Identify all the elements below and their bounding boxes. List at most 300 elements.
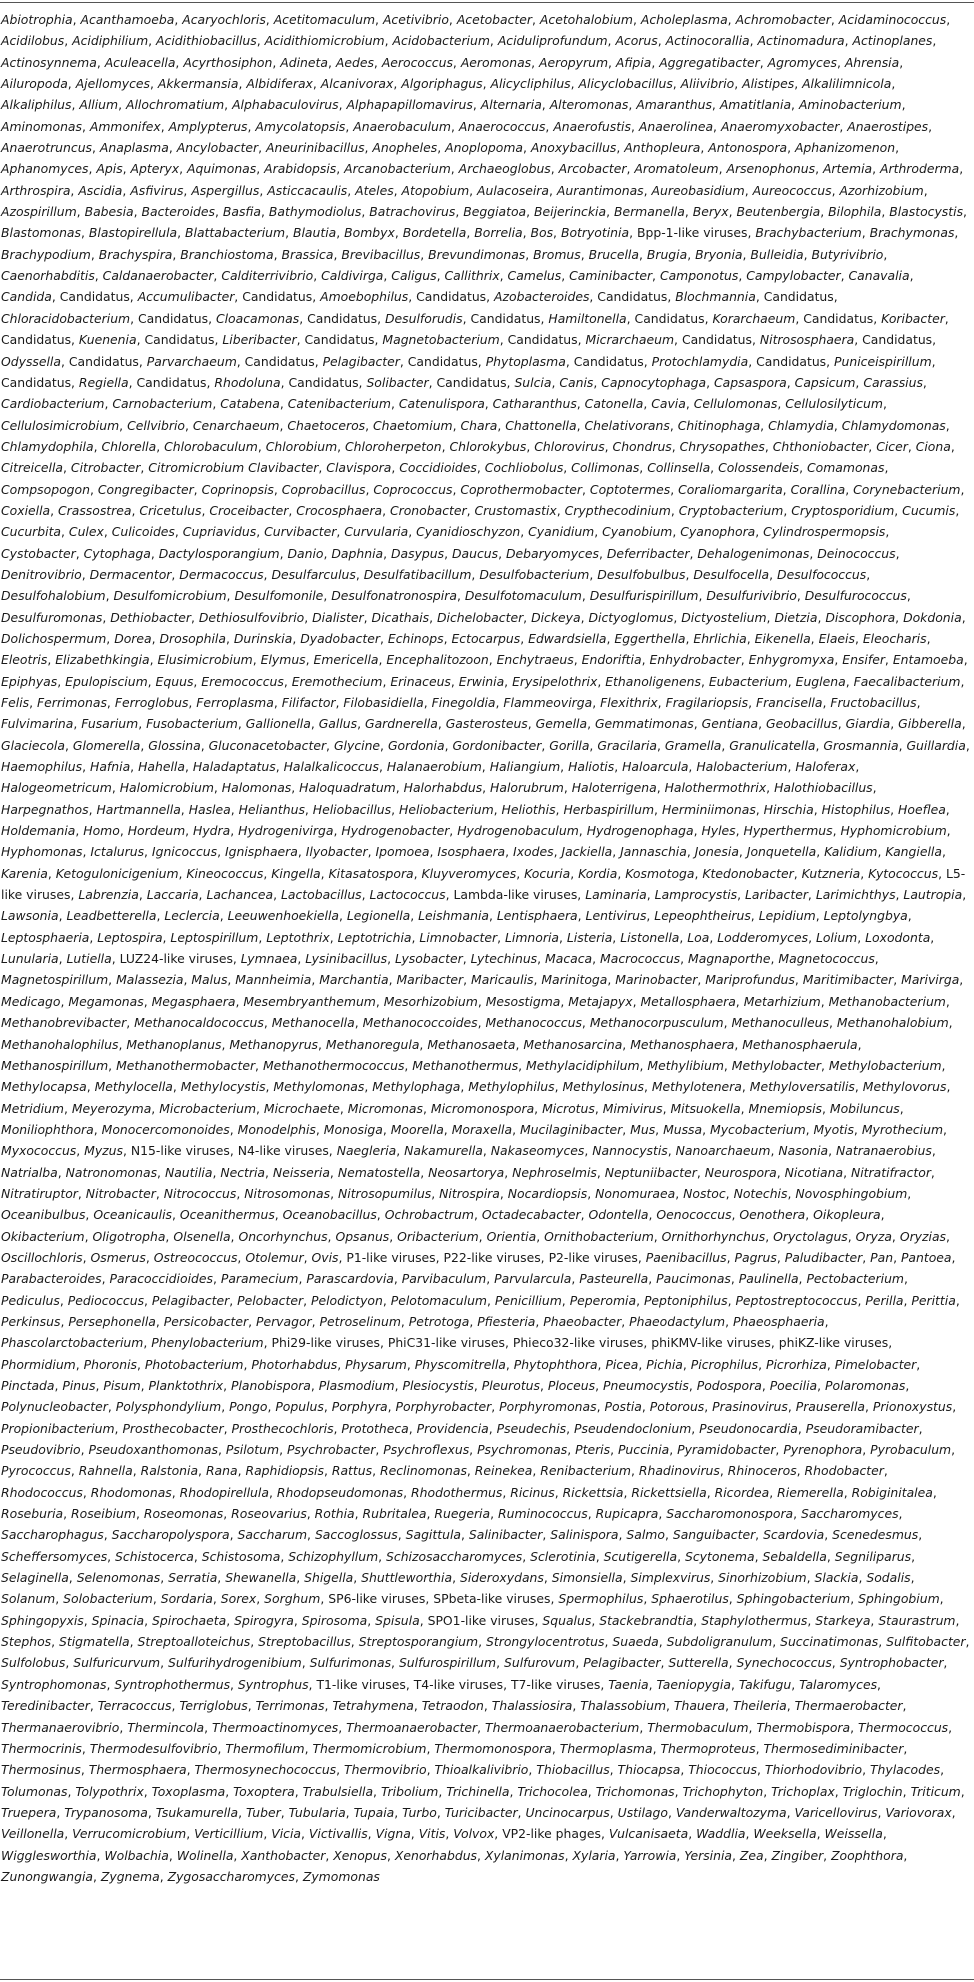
taxon-name: Nostoc	[683, 1185, 726, 1201]
taxon-name: Persephonella	[68, 1313, 156, 1329]
taxon-name: Thalassiosira	[491, 1698, 573, 1714]
taxon-name: Harpegnathos	[1, 801, 89, 817]
taxon-name: Sorghum	[264, 1591, 321, 1607]
taxon-name: Glossina	[148, 737, 201, 753]
taxon-name: Karenia	[1, 865, 48, 881]
taxon-name: Wolinella	[176, 1847, 234, 1863]
taxon-name: Scytonema	[684, 1548, 755, 1564]
taxon-name: Weeksella	[753, 1826, 817, 1842]
taxon-name: Alkalilimnicola	[802, 76, 892, 92]
taxon-name: Haemophilus	[1, 759, 83, 775]
taxon-name: Acidobacterium	[392, 33, 490, 49]
taxon-name: Arcobacter	[558, 161, 627, 177]
taxon-name: Polysphondylium	[115, 1399, 222, 1415]
taxon-name: Cenarchaeum	[192, 417, 280, 433]
taxon-name: Mus	[630, 1121, 656, 1137]
taxon-name: Spermophilus	[558, 1591, 644, 1607]
taxon-name: Trypanosoma	[64, 1804, 148, 1820]
taxon-name: Acanthamoeba	[80, 12, 175, 27]
taxon-name: Paulinella	[738, 1271, 799, 1287]
taxon-name: Pyrenophora	[783, 1442, 863, 1458]
taxon-name-upright: Candidatus	[436, 374, 507, 390]
taxon-name: Nocardiopsis	[507, 1185, 588, 1201]
taxon-name: Chlamydomonas	[841, 417, 946, 433]
taxon-name: Leptosphaeria	[1, 929, 90, 945]
taxon-name: Anthopleura	[624, 140, 701, 156]
taxon-name: Nannocystis	[592, 1143, 668, 1159]
taxon-name: Glomerella	[72, 737, 141, 753]
taxon-name: Methylibium	[647, 1057, 724, 1073]
taxon-name: Persicobacter	[163, 1313, 249, 1329]
taxon-name: Listonella	[620, 929, 680, 945]
taxon-name: Hyperthermus	[743, 823, 833, 839]
taxon-name: Gordonibacter	[452, 737, 542, 753]
taxon-name: Lamprocystis	[654, 887, 738, 903]
taxon-name: Sorex	[220, 1591, 257, 1607]
taxon-name: Teredinibacter	[1, 1698, 90, 1714]
taxon-name: Halothermothrix	[664, 780, 767, 796]
taxon-name: Alicycliphilus	[490, 76, 571, 92]
taxon-name: Pyrococcus	[1, 1463, 71, 1479]
taxon-name: Dickeya	[531, 609, 581, 625]
taxon-name: Alicyclobacillus	[578, 76, 673, 92]
taxon-name: Anoplopoma	[445, 140, 524, 156]
taxon-name: Basfia	[222, 204, 262, 220]
taxon-name: Prauserella	[795, 1399, 866, 1415]
taxon-name: Tetraodon	[421, 1698, 484, 1714]
taxon-name: Methylocystis	[180, 1079, 266, 1095]
taxon-name: Arsenophonus	[726, 161, 816, 177]
taxon-name: Guillardia	[906, 737, 966, 753]
taxon-name: Metajapyx	[568, 993, 633, 1009]
taxon-name: Alphapapillomavirus	[346, 97, 473, 113]
taxon-name: Coprococcus	[373, 481, 453, 497]
taxon-name: Marivirga	[901, 972, 960, 988]
taxon-name: Oenothera	[739, 1207, 806, 1223]
taxon-name: Megamonas	[68, 993, 144, 1009]
taxon-name: Propionibacterium	[1, 1420, 115, 1436]
taxon-name: Picrophilus	[690, 1356, 759, 1372]
taxon-name: Chara	[460, 417, 498, 433]
taxon-name: Fructobacillus	[830, 695, 917, 710]
taxon-name: Haslea	[188, 801, 231, 817]
taxon-name: Parascardovia	[306, 1271, 394, 1287]
taxon-name: Methanosphaera	[630, 1036, 735, 1052]
taxon-name: Methanothermococcus	[262, 1057, 405, 1073]
taxon-name: Holdemania	[1, 823, 76, 839]
taxon-name: Methanoculleus	[731, 1015, 829, 1031]
taxon-name: Camelus	[507, 268, 562, 284]
taxon-name: Rhodopseudomonas	[276, 1484, 404, 1500]
taxon-name: Sinorhizobium	[718, 1570, 807, 1586]
taxon-name: Pichia	[646, 1356, 683, 1372]
taxon-name: Coxiella	[1, 502, 51, 518]
taxon-name: Allium	[79, 97, 119, 113]
taxon-name: Liberibacter	[222, 332, 297, 348]
taxon-name: Mnemiopsis	[748, 1100, 823, 1116]
taxon-name: Rothia	[314, 1506, 355, 1522]
taxon-name-upright: Candidatus	[862, 332, 933, 348]
taxon-name-upright: Candidatus	[288, 374, 359, 390]
taxon-name: Aphanomyces	[1, 161, 89, 177]
taxon-name: Maribacter	[396, 972, 464, 988]
taxon-name: Reclinomonas	[379, 1463, 467, 1479]
taxon-name: Schizophyllum	[288, 1548, 379, 1564]
taxon-name: Campylobacter	[746, 268, 841, 284]
taxon-name: Halalkalicoccus	[283, 759, 379, 775]
taxon-name: Felis	[1, 695, 30, 710]
taxon-name: Ilyobacter	[305, 844, 368, 860]
taxon-name: Helianthus	[238, 801, 305, 817]
taxon-name: Physarum	[345, 1356, 407, 1372]
taxon-name-upright: Candidatus	[68, 353, 139, 369]
taxon-name: Chitinophaga	[677, 417, 761, 433]
taxon-name: Chrysopathes	[679, 438, 765, 454]
taxon-name: Talaromyces	[799, 1676, 878, 1692]
taxon-name: Dethiobacter	[110, 609, 191, 625]
taxon-name: Naegleria	[336, 1143, 397, 1159]
taxon-name: Cyanidium	[528, 524, 595, 540]
taxon-name: Poecilia	[769, 1378, 818, 1393]
taxon-name: Ferrimonas	[36, 695, 107, 710]
taxon-name: Mesostigma	[485, 993, 561, 1009]
taxon-name: Aggregatibacter	[659, 54, 760, 70]
taxon-name: Picea	[605, 1356, 639, 1372]
taxon-name: Francisella	[755, 695, 823, 710]
taxon-name: Histophilus	[821, 801, 891, 817]
taxon-name: Pinus	[62, 1378, 96, 1393]
taxon-name-upright: T4-like viruses	[413, 1676, 504, 1692]
taxon-name: Shigella	[304, 1570, 354, 1586]
taxon-name: Lytechinus	[470, 951, 538, 967]
taxon-name: Meyerozyma	[71, 1100, 152, 1116]
taxon-name: Methylosinus	[562, 1079, 644, 1095]
taxon-name: Phaeosphaeria	[732, 1313, 825, 1329]
taxon-name: Enhydrobacter	[649, 652, 741, 668]
taxon-name: Wigglesworthia	[1, 1847, 97, 1863]
taxon-name-upright: Candidatus	[507, 332, 578, 348]
taxon-name: Pagrus	[734, 1249, 777, 1265]
taxon-name-upright: Candidatus	[304, 332, 375, 348]
taxon-name: Alistipes	[742, 76, 795, 92]
taxon-name: Phoronis	[83, 1356, 137, 1372]
taxon-name: Hydrogenobaculum	[457, 823, 579, 839]
taxon-name-upright: T7-like viruses	[510, 1676, 601, 1692]
taxon-name: Gentiana	[701, 716, 759, 732]
taxon-name: Anaerotruncus	[1, 140, 92, 156]
taxon-name: Geobacillus	[765, 716, 838, 732]
taxon-name: Scardovia	[763, 1527, 825, 1543]
taxon-name: Aeromonas	[460, 54, 532, 70]
taxon-name: Thermosediminibacter	[763, 1740, 904, 1756]
taxon-name: Kuenenia	[78, 332, 137, 348]
taxon-name: Dethiosulfovibrio	[198, 609, 305, 625]
taxon-name: Sulfurimonas	[309, 1655, 392, 1671]
taxon-name: Anoxybacillus	[530, 140, 617, 156]
taxon-name: Ahrensia	[844, 54, 900, 70]
taxon-name: Phytophthora	[513, 1356, 598, 1372]
taxon-name: Amaranthus	[636, 97, 712, 113]
taxon-name: Toxoplasma	[151, 1783, 226, 1799]
taxon-name: Neptuniibacter	[604, 1164, 697, 1180]
taxon-name: Haloferax	[795, 759, 856, 775]
taxon-name: Listeria	[566, 929, 613, 945]
taxon-name: Thermobispora	[756, 1719, 851, 1735]
taxon-name: Chondrus	[612, 438, 672, 454]
taxon-name: Streptobacillus	[258, 1634, 351, 1650]
top-rule	[0, 2, 974, 3]
taxon-name: Sulfolobus	[1, 1655, 66, 1671]
taxon-name: Culex	[68, 524, 104, 540]
taxon-name: Plasmodium	[318, 1378, 395, 1393]
taxon-name: Reinekea	[474, 1463, 533, 1479]
taxon-name: Magnetobacterium	[382, 332, 500, 348]
taxon-name: Kangiella	[885, 844, 942, 860]
taxon-name: Drosophila	[159, 630, 226, 646]
taxon-name: Opsanus	[335, 1228, 390, 1244]
taxon-name: Zunongwangia	[1, 1868, 93, 1884]
taxon-name: Marinobacter	[615, 972, 698, 988]
taxon-name: Crocosphaera	[296, 502, 383, 518]
taxon-name-upright: phiKMV-like viruses	[651, 1335, 771, 1351]
taxon-name: Anaplasma	[99, 140, 169, 156]
taxon-name: Tetrahymena	[332, 1698, 414, 1714]
taxon-name: Acidilobus	[1, 33, 65, 49]
taxon-name: Thermanaerovibrio	[1, 1719, 120, 1735]
taxon-name-upright: Candidatus	[416, 289, 487, 305]
taxon-name: Notechis	[733, 1185, 788, 1201]
taxon-name: Syntrophothermus	[114, 1676, 231, 1692]
taxon-name: Haliangium	[489, 759, 561, 775]
taxon-name: Antonospora	[708, 140, 788, 156]
taxon-name: Phytoplasma	[485, 353, 566, 369]
taxon-name: Pseudoramibacter	[805, 1420, 919, 1436]
taxon-name: Heliobacterium	[399, 801, 494, 817]
taxon-name: Staphylothermus	[701, 1612, 808, 1628]
taxon-name: Ketogulonicigenium	[55, 865, 179, 881]
taxon-name: Pelagibacter	[583, 1655, 661, 1671]
taxon-name: Pleurotus	[481, 1378, 540, 1393]
taxon-name: Clavispora	[326, 460, 392, 476]
taxon-name: Arcanobacterium	[344, 161, 451, 177]
taxon-name: Calditerrivibrio	[221, 268, 314, 284]
taxon-name: Eleocharis	[862, 630, 927, 646]
taxon-name: Chloracidobacterium	[1, 310, 131, 326]
taxon-name: Peperomia	[569, 1292, 637, 1308]
taxon-name: Beijerinckia	[534, 204, 607, 220]
taxon-name: Elaeis	[818, 630, 855, 646]
taxon-name: Endoriftia	[581, 652, 642, 668]
taxon-name: Picrorhiza	[766, 1356, 827, 1372]
taxon-name: Porphyra	[331, 1399, 388, 1415]
taxon-name: Methanohalophilus	[1, 1036, 119, 1052]
taxon-name: Mobiluncus	[829, 1100, 900, 1116]
taxon-name: Zymomonas	[302, 1868, 380, 1884]
taxon-name: Sordaria	[160, 1591, 213, 1607]
taxon-name: Volvox	[453, 1826, 495, 1842]
taxon-name: Brugia	[646, 246, 688, 262]
taxon-name: Ricinus	[510, 1484, 555, 1500]
taxon-name: Brachyspira	[98, 246, 173, 262]
taxon-name: Algoriphagus	[401, 76, 483, 92]
taxon-name: Rhodothermus	[411, 1484, 503, 1500]
taxon-name: Methylophaga	[372, 1079, 461, 1095]
taxon-name: Neurospora	[704, 1164, 777, 1180]
taxon-name: Squalus	[542, 1612, 592, 1628]
taxon-name: Methanopyrus	[229, 1036, 318, 1052]
taxon-name: Methanocella	[271, 1015, 355, 1031]
taxon-name: Halobacterium	[696, 759, 788, 775]
taxon-name: Yersinia	[684, 1847, 732, 1863]
taxon-name: Rhodoluna	[214, 374, 281, 390]
taxon-name: Leptospirillum	[170, 929, 259, 945]
taxon-name: Petrotoga	[408, 1313, 470, 1329]
taxon-name: Verticillium	[194, 1826, 264, 1842]
taxon-name: Odyssella	[1, 353, 61, 369]
taxon-name: Vulcanisaeta	[608, 1826, 689, 1842]
taxon-name: Vanderwaltozyma	[675, 1804, 787, 1820]
taxon-name: Limnobacter	[419, 929, 498, 945]
taxon-name: Puniceispirillum	[834, 353, 932, 369]
taxon-name: Giardia	[845, 716, 891, 732]
taxon-name: Desulfomicrobium	[113, 588, 227, 604]
taxon-name: Saccharopolyspora	[111, 1527, 230, 1543]
taxon-name: Loa	[687, 929, 710, 945]
taxon-name: Halogeometricum	[1, 780, 112, 796]
taxon-name: Corynebacterium	[853, 481, 961, 497]
taxon-name: Nasonia	[778, 1143, 829, 1159]
taxon-name: Granulicatella	[729, 737, 816, 753]
taxon-name: Citromicrobium Clavibacter	[148, 460, 319, 476]
taxon-name: Chlorovirus	[534, 438, 605, 454]
taxon-name: Hamiltonella	[548, 310, 627, 326]
taxon-name: Photobacterium	[144, 1356, 244, 1372]
taxon-name: Pseudoxanthomonas	[88, 1442, 218, 1458]
taxon-name: Carnobacterium	[112, 396, 213, 412]
taxon-name-upright: Candidatus	[470, 310, 541, 326]
taxon-name: Natranaerobius	[836, 1143, 932, 1159]
taxon-name: Crypthecodinium	[564, 502, 671, 518]
taxon-name: Amplypterus	[168, 118, 248, 134]
taxon-name: Nitratifractor	[850, 1164, 931, 1180]
taxon-name: Roseomonas	[143, 1506, 224, 1522]
taxon-name: Pseudonocardia	[699, 1420, 798, 1436]
taxon-name: Kocuria	[524, 865, 571, 881]
taxon-name: Amatitlania	[719, 97, 792, 113]
taxon-name: Jonquetella	[746, 844, 817, 860]
taxon-name: Methanosphaerula	[742, 1036, 858, 1052]
taxon-name: Oscillochloris	[1, 1249, 83, 1265]
taxon-name: Glycine	[333, 737, 381, 753]
taxon-name: Catenulispora	[398, 396, 485, 412]
taxon-name: Desulfonatronospira	[331, 588, 457, 604]
taxon-name: Amycolatopsis	[255, 118, 346, 134]
taxon-name: Oenococcus	[656, 1207, 732, 1223]
taxon-name: Magnaporthe	[688, 951, 771, 967]
taxon-name: Elizabethkingia	[55, 652, 150, 668]
taxon-name: Rickettsia	[562, 1484, 624, 1500]
taxon-name: Artemia	[822, 161, 873, 177]
taxon-name: Nanoarchaeum	[675, 1143, 771, 1159]
taxon-name: Heliobacillus	[312, 801, 392, 817]
taxon-name: Aphanizomenon	[794, 140, 896, 156]
taxon-name: Ehrlichia	[693, 630, 747, 646]
taxon-name: Prototheca	[341, 1420, 409, 1436]
taxon-name: Acidiphilium	[72, 33, 149, 49]
taxon-name: Aedes	[335, 54, 374, 70]
taxon-name: Mucilaginibacter	[519, 1121, 623, 1137]
taxon-name: Tupaia	[353, 1804, 395, 1820]
taxon-name: Jonesia	[694, 844, 739, 860]
taxon-name: Cupriavidus	[182, 524, 257, 540]
taxon-name: Haloquadratum	[299, 780, 396, 796]
taxon-name: Gorilla	[549, 737, 590, 753]
taxon-name: Populus	[275, 1399, 324, 1415]
taxon-name: Spirochaeta	[152, 1612, 227, 1628]
taxon-name: Elymus	[260, 652, 306, 668]
taxon-name: Aminomonas	[1, 118, 82, 134]
taxon-name: Theileria	[733, 1698, 787, 1714]
taxon-name: Oligotropha	[92, 1228, 166, 1244]
taxon-name: Enhygromyxa	[748, 652, 835, 668]
taxon-name: Leptolyngbya	[823, 908, 908, 924]
taxon-name: Asticcacaulis	[267, 182, 348, 198]
taxon-name: Metallosphaera	[640, 993, 736, 1009]
taxon-name: Desulfurococcus	[804, 588, 907, 604]
taxon-name: Neisseria	[272, 1164, 330, 1180]
taxon-name: Laribacter	[745, 887, 808, 903]
taxon-name: Nautilia	[164, 1164, 213, 1180]
taxon-name: Desulfuromonas	[1, 609, 103, 625]
taxon-name: Epiphyas	[1, 673, 58, 689]
taxon-name: Neosartorya	[428, 1164, 505, 1180]
taxon-name: Thermomonospora	[434, 1740, 552, 1756]
taxon-name: Vigna	[375, 1826, 411, 1842]
taxon-name: Haloterrigena	[571, 780, 657, 796]
taxon-name: Corallina	[790, 481, 846, 497]
taxon-name: Caldanaerobacter	[102, 268, 214, 284]
taxon-name: Prasinovirus	[712, 1399, 788, 1415]
taxon-name: Saccharomonospora	[666, 1506, 794, 1522]
taxon-name: Ixodes	[513, 844, 554, 860]
taxon-name: Aurantimonas	[556, 182, 644, 198]
taxon-name: Gramella	[664, 737, 722, 753]
taxon-name: Dyadobacter	[300, 630, 380, 646]
taxon-name: Lepeophtheirus	[654, 908, 751, 924]
taxon-name: Alphabaculovirus	[232, 97, 339, 113]
taxon-name: Triticum	[910, 1783, 961, 1799]
taxon-name: Myxococcus	[1, 1143, 77, 1159]
taxon-name: Photorhabdus	[251, 1356, 338, 1372]
taxa-list: Abiotrophia, Acanthamoeba, Acaryochloris, Acetitomaculum, Acetivibrio, Acetobacter, Acetohalobium, Acholeplasma, Achromobacter, Acidaminococcus, Acidilobus, Acidiphilium, Acidithiobacillus, Acidithiomicrobium, Acidobacterium, Aciduliprofundum, Acorus, Actinocorallia, Actinomadura, Actinoplanes, Actinosynnema, Aculeacella, Acyrthosiphon, Adineta, Aedes, Aerococcus, Aeromonas, Aeropyrum, Afipia, Aggregatibacter, Agromyces, Ahrensia, Ailuropoda, Ajellomyces, Akkermansia, Albidiferax, Alcanivorax, Algoriphagus, Alicycliphilus, Alicyclobacillus, Aliivibrio, Alistipes, Alkalilimnicola, Alkaliphilus, Allium, Allochromatium, Alphabaculovirus, Alphapapillomavirus, Alternaria, Alteromonas, Amaranthus, Amatitlania, Aminobacterium, Aminomonas, Ammonifex, Amplypterus, Amycolatopsis, Anaerobaculum, Anaerococcus, Anaerofustis, Anaerolinea, Anaeromyxobacter, Anaerostipes, Anaerotruncus, Anaplasma, Ancylobacter, Aneurinibacillus, Anopheles, Anoplopoma, Anoxybacillus, Anthopleura, Antonospora, Aphanizomenon, Aphanomyces, Apis, Apteryx, Aquimonas, Arabidopsis, Arcanobacterium, Archaeoglobus, Arcobacter, Aromatoleum, Arsenophonus, Artemia, Arthroderma, Arthrospira, Ascidia, Asfivirus, Aspergillus, Asticcacaulis, Ateles, Atopobium, Aulacoseira, Aurantimonas, Aureobasidium, Aureococcus, Azorhizobium, Azospirillum, Babesia, Bacteroides, Basfia, Bathymodiolus, Batrachovirus, Beggiatoa, Beijerinckia, Bermanella, Beryx, Beutenbergia, Bilophila, Blastocystis, Blastomonas, Blastopirellula, Blattabacterium, Blautia, Bombyx, Bordetella, Borrelia, Bos, Botryotinia, Bpp-1-like viruses, Brachybacterium, Brachymonas, Brachypodium, Brachyspira, Branchiostoma, Brassica, Brevibacillus, Brevundimonas, Bromus, Brucella, Brugia, Bryonia, Bulleidia, Butyrivibrio, Caenorhabditis, Caldanaerobacter, Calditerrivibrio, Caldivirga, Caligus, Callithrix, Camelus, Caminibacter, Camponotus, Campylobacter, Canavalia, Candida, Candidatus, Accumulibacter, Candidatus, Amoebophilus, Candidatus, Azobacteroides, Candidatus, Blochmannia, Candidatus, Chloracidobacterium, Candidatus, Cloacamonas, Candidatus, Desulforudis, Candidatus, Hamiltonella, Candidatus, Korarchaeum, Candidatus, Koribacter, Candidatus, Kuenenia, Candidatus, Liberibacter, Candidatus, Magnetobacterium, Candidatus, Micrarchaeum, Candidatus, Nitrososphaera, Candidatus, Odyssella, Candidatus, Parvarchaeum, Candidatus, Pelagibacter, Candidatus, Phytoplasma, Candidatus, Protochlamydia, Candidatus, Puniceispirillum, Candidatus, Regiella, Candidatus, Rhodoluna, Candidatus, Solibacter, Candidatus, Sulcia, Canis, Capnocytophaga, Capsaspora, Capsicum, Carassius, Cardiobacterium, Carnobacterium, Catabena, Catenibacterium, Catenulispora, Catharanthus, Catonella, Cavia, Cellulomonas, Cellulosilyticum, Cellulosimicrobium, Cellvibrio, Cenarchaeum, Chaetoceros, Chaetomium, Chara, Chattonella, Chelativorans, Chitinophaga, Chlamydia, Chlamydomonas, Chlamydophila, Chlorella, Chlorobaculum, Chlorobium, Chloroherpeton, Chlorokybus, Chlorovirus, Chondrus, Chrysopathes, Chthoniobacter, Cicer, Ciona, Citreicella, Citrobacter, Citromicrobium Clavibacter, Clavispora, Coccidioides, Cochliobolus, Collimonas, Collinsella, Colossendeis, Comamonas, Compsopogon, Congregibacter, Coprinopsis, Coprobacillus, Coprococcus, Coprothermobacter, Coptotermes, Coraliomargarita, Corallina, Corynebacterium, Coxiella, Crassostrea, Cricetulus, Croceibacter, Crocosphaera, Cronobacter, Crustomastix, Crypthecodinium, Cryptobacterium, Cryptosporidium, Cucumis, Cucurbita, Culex, Culicoides, Cupriavidus, Curvibacter, Curvularia, Cyanidioschyzon, Cyanidium, Cyanobium, Cyanophora, Cylindrospermopsis, Cystobacter, Cytophaga, Dactylosporangium, Danio, Daphnia, Dasypus, Daucus, Debaryomyces, Deferribacter, Dehalogenimonas, Deinococcus, Denitrovibrio, Dermacentor, Dermacoccus, Desulfarculus, Desulfatibacillum, Desulfobacterium, Desulfobulbus, Desulfocella, Desulfococcus, Desulfohalobium, Desulfomicrobium, Desulfomonile, Desulfonatronospira, Desulfotomaculum, Desulfurispirillum, Desulfurivibrio, Desulfurococcus, Desulfuromonas, Dethiobacter, Dethiosulfovibrio, Dialister, Dicathais, Dichelobacter, Dickeya, Dictyoglomus, Dictyostelium, Dietzia, Discophora, Dokdonia, Dolichospermum, Dorea, Drosophila, Durinskia, Dyadobacter, Echinops, Ectocarpus, Edwardsiella, Eggerthella, Ehrlichia, Eikenella, Elaeis, Eleocharis, Eleotris, Elizabethkingia, Elusimicrobium, Elymus, Emericella, Encephalitozoon, Enchytraeus, Endoriftia, Enhydrobacter, Enhygromyxa, Ensifer, Entamoeba, Epiphyas, Epulopiscium, Equus, Eremococcus, Eremothecium, Erinaceus, Erwinia, Erysipelothrix, Ethanoligenens, Eubacterium, Euglena, Faecalibacterium, Felis, Ferrimonas, Ferroglobus, Ferroplasma, Filifactor, Filobasidiella, Finegoldia, Flammeovirga, Flexithrix, Fragilariopsis, Francisella, Fructobacillus, Fulvimarina, Fusarium, Fusobacterium, Gallionella, Gallus, Gardnerella, Gasterosteus, Gemella, Gemmatimonas, Gentiana, Geobacillus, Giardia, Gibberella, Glaciecola, Glomerella, Glossina, Gluconacetobacter, Glycine, Gordonia, Gordonibacter, Gorilla, Gracilaria, Gramella, Granulicatella, Grosmannia, Guillardia, Haemophilus, Hafnia, Hahella, Haladaptatus, Halalkalicoccus, Halanaerobium, Haliangium, Haliotis, Haloarcula, Halobacterium, Haloferax, Halogeometricum, Halomicrobium, Halomonas, Haloquadratum, Halorhabdus, Halorubrum, Haloterrigena, Halothermothrix, Halothiobacillus, Harpegnathos, Hartmannella, Haslea, Helianthus, Heliobacillus, Heliobacterium, Heliothis, Herbaspirillum, Herminiimonas, Hirschia, Histophilus, Hoeflea, Holdemania, Homo, Hordeum, Hydra, Hydrogenivirga, Hydrogenobacter, Hydrogenobaculum, Hydrogenophaga, Hyles, Hyperthermus, Hyphomicrobium, Hyphomonas, Ictalurus, Ignicoccus, Ignisphaera, Ilyobacter, Ipomoea, Isosphaera, Ixodes, Jackiella, Jannaschia, Jonesia, Jonquetella, Kalidium, Kangiella, Karenia, Ketogulonicigenium, Kineococcus, Kingella, Kitasatospora, Kluyveromyces, Kocuria, Kordia, Kosmotoga, Ktedonobacter, Kutzneria, Kytococcus, L5-like viruses, Labrenzia, Laccaria, Lachancea, Lactobacillus, Lactococcus, Lambda-like viruses, Laminaria, Lamprocystis, Laribacter, Larimichthys, Lautropia, Lawsonia, Leadbetterella, Leclercia, Leeuwenhoekiella, Legionella, Leishmania, Lentisphaera, Lentivirus, Lepeophtheirus, Lepidium, Leptolyngbya, Leptosphaeria, Leptospira, Leptospirillum, Leptothrix, Leptotrichia, Limnobacter, Limnoria, Listeria, Listonella, Loa, Lodderomyces, Lolium, Loxodonta, Lunularia, Lutiella, LUZ24-like viruses, Lymnaea, Lysinibacillus, Lysobacter, Lytechinus, Macaca, Macrococcus, Magnaporthe, Magnetococcus, Magnetospirillum, Malassezia, Malus, Mannheimia, Marchantia, Maribacter, Maricaulis, Marinitoga, Marinobacter, Mariprofundus, Maritimibacter, Marivirga, Medicago, Megamonas, Megasphaera, Mesembryanthemum, Mesorhizobium, Mesostigma, Metajapyx, Metallosphaera, Metarhizium, Methanobacterium, Methanobrevibacter, Methanocaldococcus, Methanocella, Methanococcoides, Methanococcus, Methanocorpusculum, Methanoculleus, Methanohalobium, Methanohalophilus, Methanoplanus, Methanopyrus, Methanoregula, Methanosaeta, Methanosarcina, Methanosphaera, Methanosphaerula, Methanospirillum, Methanothermobacter, Methanothermococcus, Methanothermus, Methylacidiphilum, Methylibium, Methylobacter, Methylobacterium, Methylocapsa, Methylocella, Methylocystis, Methylomonas, Methylophaga, Methylophilus, Methylosinus, Methylotenera, Methyloversatilis, Methylovorus, Metridium, Meyerozyma, Microbacterium, Microchaete, Micromonas, Micromonospora, Microtus, Mimivirus, Mitsuokella, Mnemiopsis, Mobiluncus, Moniliophthora, Monocercomonoides, Monodelphis, Monosiga, Moorella, Moraxella, Mucilaginibacter, Mus, Mussa, Mycobacterium, Myotis, Myrothecium, Myxococcus, Myzus, N15-like viruses, N4-like viruses, Naegleria, Nakamurella, Nakaseomyces, Nannocystis, Nanoarchaeum, Nasonia, Natranaerobius, Natrialba, Natronomonas, Nautilia, Nectria, Neisseria, Nematostella, Neosartorya, Nephroselmis, Neptuniibacter, Neurospora, Nicotiana, Nitratifractor, Nitratiruptor, Nitrobacter, Nitrococcus, Nitrosomonas, Nitrosopumilus, Nitrospira, Nocardiopsis, Nonomuraea, Nostoc, Notechis, Novosphingobium, Oceanibulbus, Oceanicaulis, Oceanithermus, Oceanobacillus, Ochrobactrum, Octadecabacter, Odontella, Oenococcus, Oenothera, Oikopleura, Okibacterium, Oligotropha, Olsenella, Oncorhynchus, Opsanus, Oribacterium, Orientia, Ornithobacterium, Ornithorhynchus, Oryctolagus, Oryza, Oryzias, Oscillochloris, Osmerus, Ostreococcus, Otolemur, Ovis, P1-like viruses, P22-like viruses, P2-like viruses, Paenibacillus, Pagrus, Paludibacter, Pan, Pantoea, Parabacteroides, Paracoccidioides, Paramecium, Parascardovia, Parvibaculum, Parvularcula, Pasteurella, Paucimonas, Paulinella, Pectobacterium, Pediculus, Pediococcus, Pelagibacter, Pelobacter, Pelodictyon, Pelotomaculum, Penicillium, Peperomia, Peptoniphilus, Peptostreptococcus, Perilla, Perittia, Perkinsus, Persephonella, Persicobacter, Pervagor, Petroselinum, Petrotoga, Pfiesteria, Phaeobacter, Phaeodactylum, Phaeosphaeria, Phascolarctobacterium, Phenylobacterium, Phi29-like viruses, PhiC31-like viruses, Phieco32-like viruses, phiKMV-like viruses, phiKZ-like viruses, Phormidium, Phoronis, Photobacterium, Photorhabdus, Physarum, Physcomitrella, Phytophthora, Picea, Pichia, Picrophilus, Picrorhiza, Pimelobacter, Pinctada, Pinus, Pisum, Planktothrix, Planobispora, Plasmodium, Plesiocystis, Pleurotus, Ploceus, Pneumocystis, Podospora, Poecilia, Polaromonas, Polynucleobacter, Polysphondylium, Pongo, Populus, Porphyra, Porphyrobacter, Porphyromonas, Postia, Potorous, Prasinovirus, Prauserella, Prionoxystus, Propionibacterium, Prosthecobacter, Prosthecochloris, Prototheca, Providencia, Pseudechis, Pseudendoclonium, Pseudonocardia, Pseudoramibacter, Pseudovibrio, Pseudoxanthomonas, Psilotum, Psychrobacter, Psychroflexus, Psychromonas, Pteris, Puccinia, Pyramidobacter, Pyrenophora, Pyrobaculum, Pyrococcus, Rahnella, Ralstonia, Rana, Raphidiopsis, Rattus, Reclinomonas, Reinekea, Renibacterium, Rhadinovirus, Rhinoceros, Rhodobacter, Rhodococcus, Rhodomonas, Rhodopirellula, Rhodopseudomonas, Rhodothermus, Ricinus, Rickettsia, Rickettsiella, Ricordea, Riemerella, Robiginitalea, Roseburia, Roseibium, Roseomonas, Roseovarius, Rothia, Rubritalea, Ruegeria, Ruminococcus, Rupicapra, Saccharomonospora, Saccharomyces, Saccharophagus, Saccharopolyspora, Saccharum, Saccoglossus, Sagittula, Salinibacter, Salinispora, Salmo, Sanguibacter, Scardovia, Scenedesmus, Scheffersomyces, Schistocerca, Schistosoma, Schizophyllum, Schizosaccharomyces, Sclerotinia, Scutigerella, Scytonema, Sebaldella, Segniliparus, Selaginella, Selenomonas, Serratia, Shewanella, Shigella, Shuttleworthia, Sideroxydans, Simonsiella, Simplexvirus, Sinorhizobium, Slackia, Sodalis, Solanum, Solobacterium, Sordaria, Sorex, Sorghum, SP6-like viruses, SPbeta-like viruses, Spermophilus, Sphaerotilus, Sphingobacterium, Sphingobium, Sphingopyxis, Spinacia, Spirochaeta, Spirogyra, Spirosoma, Spisula, SPO1-like viruses, Squalus, Stackebrandtia, Staphylothermus, Starkeya, Staurastrum, Stephos, Stigmatella, Streptoalloteichus, Streptobacillus, Streptosporangium, Strongylocentrotus, Suaeda, Subdoligranulum, Succinatimonas, Sulfitobacter, Sulfolobus, Sulfuricurvum, Sulfurihydrogenibium, Sulfurimonas, Sulfurospirillum, Sulfurovum, Pelagibacter, Sutterella, Synechococcus, Syntrophobacter, Syntrophomonas, Syntrophothermus, Syntrophus, T1-like viruses, T4-like viruses, T7-like viruses, Taenia, Taeniopygia, Takifugu, Talaromyces, Teredinibacter, Terracoccus, Terriglobus, Terrimonas, Tetrahymena, Tetraodon, Thalassiosira, Thalassobium, Thauera, Theileria, Thermaerobacter, Thermanaerovibrio, Thermincola, Thermoactinomyces, Thermoanaerobacter, Thermoanaerobacterium, Thermobaculum, Thermobispora, Thermococcus, Thermocrinis, Thermodesulfovibrio, Thermofilum, Thermomicrobium, Thermomonospora, Thermoplasma, Thermoproteus, Thermosediminibacter, Thermosinus, Thermosphaera, Thermosynechococcus, Thermovibrio, Thioalkalivibrio, Thiobacillus, Thiocapsa, Thiococcus, Thiorhodovibrio, Thylacodes, Tolumonas, Tolypothrix, Toxoplasma, Toxoptera, Trabulsiella, Tribolium, Trichinella, Trichocolea, Trichomonas, Trichophyton, Trichoplax, Triglochin, Triticum, Truepera, Trypanosoma, Tsukamurella, Tuber, Tubularia, Tupaia, Turbo, Turicibacter, Uncinocarpus, Ustilago, Vanderwaltozyma, Varicellovirus, Variovorax, Veillonella, Verrucomicrobium, Verticillium, Vicia, Victivallis, Vigna, Vitis, Volvox, VP2-like phages, Vulcanisaeta, Waddlia, Weeksella, Weissella, Wigglesworthia, Wolbachia, Wolinella, Xanthobacter, Xenopus, Xenorhabdus, Xylanimonas, Xylaria, Yarrowia, Yersinia, Zea, Zingiber, Zoophthora, Zunongwangia, Zygnema, Zygosaccharomyces, Zymomonas	[1, 12, 970, 1884]
taxon-name: Cellvibrio	[127, 417, 185, 433]
taxon-name: Methanohalobium	[836, 1015, 949, 1031]
taxon-name: Turbo	[402, 1804, 437, 1820]
taxon-name: Ensifer	[842, 652, 885, 668]
taxon-name: Halorhabdus	[403, 780, 483, 796]
taxon-name: Paracoccidioides	[109, 1271, 213, 1287]
taxon-name: Ploceus	[547, 1378, 596, 1393]
taxon-name: Myotis	[813, 1121, 854, 1137]
taxon-name: Ovis	[311, 1249, 339, 1265]
taxon-name: Chlorella	[101, 438, 157, 454]
taxon-name: Aminobacterium	[798, 97, 902, 113]
taxon-name: Limnoria	[505, 929, 559, 945]
taxon-name: Acyrthosiphon	[183, 54, 273, 70]
taxon-name: Solobacterium	[63, 1591, 153, 1607]
taxon-name: Rhodobacter	[804, 1463, 884, 1479]
taxon-name: Gluconacetobacter	[208, 737, 327, 753]
